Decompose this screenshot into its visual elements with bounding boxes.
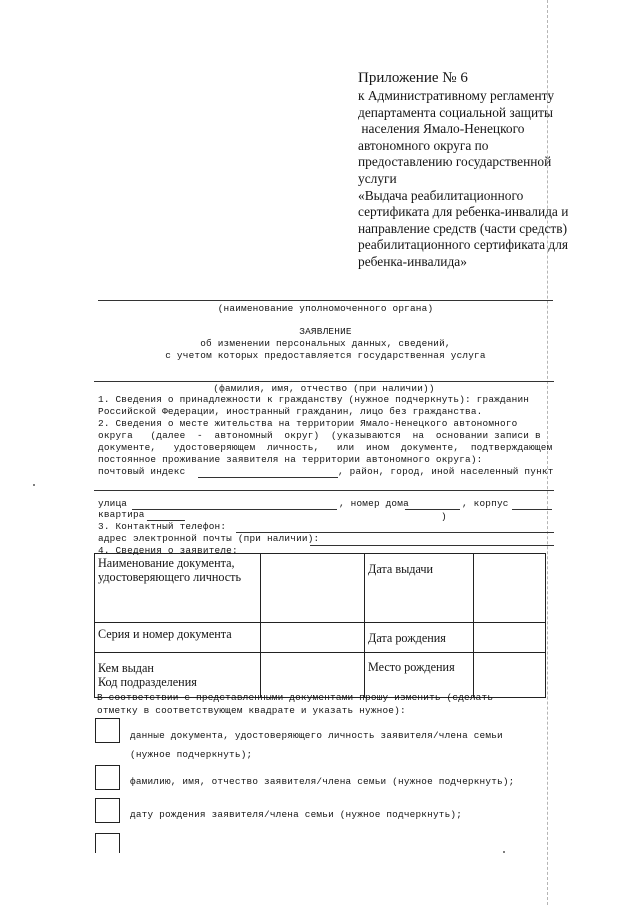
- email-field[interactable]: [310, 545, 554, 546]
- birth-place-value[interactable]: [474, 653, 546, 698]
- applicant-table: [94, 553, 546, 698]
- birth-place-label: Место рождения: [365, 653, 474, 698]
- issued-by-text: Кем выдан: [98, 661, 154, 675]
- building-label: , корпус: [462, 498, 509, 509]
- scan-speck: [503, 851, 505, 853]
- house-field[interactable]: [405, 509, 460, 510]
- option-2-text: фамилию, имя, отчество заявителя/члена семьи (нужное подчеркнуть);: [130, 776, 515, 787]
- item2-text: постоянное проживание заявителя на территории автономного округа):: [98, 454, 483, 465]
- option-1-text: данные документа, удостоверяющего личность заявителя/члена семьи: [130, 730, 503, 741]
- email-label: адрес электронной почты (при наличии):: [98, 533, 320, 544]
- fio-line[interactable]: [94, 381, 554, 382]
- phone-label: 3. Контактный телефон:: [98, 521, 227, 532]
- table-row: [95, 554, 546, 623]
- postal-index-label: почтовый индекс: [98, 466, 186, 477]
- birth-date-value[interactable]: [474, 623, 546, 653]
- authority-line[interactable]: [98, 300, 553, 301]
- fio-caption: (фамилия, имя, отчество (при наличии)): [213, 383, 435, 394]
- form-heading: ЗАЯВЛЕНИЕ: [299, 326, 352, 337]
- annex-title: Приложение № 6: [358, 70, 468, 86]
- doc-name-value[interactable]: [261, 554, 365, 623]
- dept-code-text: Код подразделения: [98, 675, 197, 689]
- authority-caption: (наименование уполномоченного органа): [217, 303, 434, 314]
- annex-line: автономного округа по: [358, 137, 489, 153]
- annex-line: к Административному регламенту: [358, 88, 555, 103]
- annex-line: услуги: [358, 170, 397, 186]
- option-3-checkbox[interactable]: [95, 798, 120, 823]
- item4-label: 4. Сведения о заявителе:: [98, 545, 238, 556]
- annex-line: предоставлению государственной: [358, 154, 552, 170]
- district-city-label: , район, город, иной населенный пункт: [338, 466, 554, 477]
- apartment-label: квартира: [98, 509, 145, 520]
- annex-line: сертификата для ребенка-инвалида и: [358, 204, 569, 220]
- item2-text: документе, удостоверяющем личность, или ином документе, подтверждающем: [98, 442, 553, 453]
- item1-text: 1. Сведения о принадлежности к гражданству (нужное подчеркнуть): гражданин: [98, 394, 530, 405]
- option-4-checkbox[interactable]: [95, 833, 120, 853]
- option-2-checkbox[interactable]: [95, 765, 120, 790]
- table-row: [95, 623, 546, 653]
- issued-by-value[interactable]: [261, 653, 365, 698]
- annex-line: «Выдача реабилитационного: [358, 187, 524, 203]
- option-3-text: дату рождения заявителя/члена семьи (нужное подчеркнуть);: [130, 809, 463, 820]
- house-label: , номер дома: [339, 498, 409, 509]
- annex-line: департамента социальной защиты: [358, 104, 553, 120]
- series-number-label: Серия и номер документа: [95, 623, 261, 653]
- issued-by-label: [95, 653, 261, 698]
- request-text: отметку в соответствующем квадрате и указать нужное):: [97, 705, 406, 716]
- form-subheading: об изменении персональных данных, сведений,: [200, 338, 451, 349]
- option-1-checkbox[interactable]: [95, 718, 120, 743]
- doc-name-label: Наименование документа, удостоверяющего личность: [95, 554, 261, 623]
- locality-field[interactable]: [94, 490, 554, 491]
- birth-date-label: Дата рождения: [365, 623, 474, 653]
- annex-line: ребенка-инвалида»: [358, 253, 467, 269]
- item1-text: Российской Федерации, иностранный гражданин, лицо без гражданства.: [98, 406, 483, 417]
- street-field[interactable]: [132, 509, 337, 510]
- option-1-text: (нужное подчеркнуть);: [130, 749, 253, 760]
- table-row: [95, 653, 546, 698]
- issue-date-value[interactable]: [474, 554, 546, 623]
- scan-speck: [33, 484, 35, 486]
- closing-paren: ): [441, 511, 447, 522]
- item2-text: 2. Сведения о месте жительства на территории Ямало-Ненецкого автономного: [98, 418, 518, 429]
- item2-text: округа (далее - автономный округ) (указываются на основании записи в: [98, 430, 541, 441]
- series-number-value[interactable]: [261, 623, 365, 653]
- issue-date-label: Дата выдачи: [365, 554, 474, 623]
- postal-index-field[interactable]: [198, 477, 338, 478]
- form-subheading: с учетом которых предоставляется государственная услуга: [165, 350, 486, 361]
- request-text: В соответствии с представленными документами прошу изменить (сделать: [97, 692, 494, 703]
- annex-line: реабилитационного сертификата для: [358, 237, 569, 253]
- annex-line: направление средств (части средств): [358, 220, 568, 236]
- building-field[interactable]: [512, 509, 552, 510]
- annex-line: населения Ямало-Ненецкого: [358, 121, 525, 137]
- street-label: улица: [98, 498, 128, 509]
- annex-block: [358, 69, 613, 271]
